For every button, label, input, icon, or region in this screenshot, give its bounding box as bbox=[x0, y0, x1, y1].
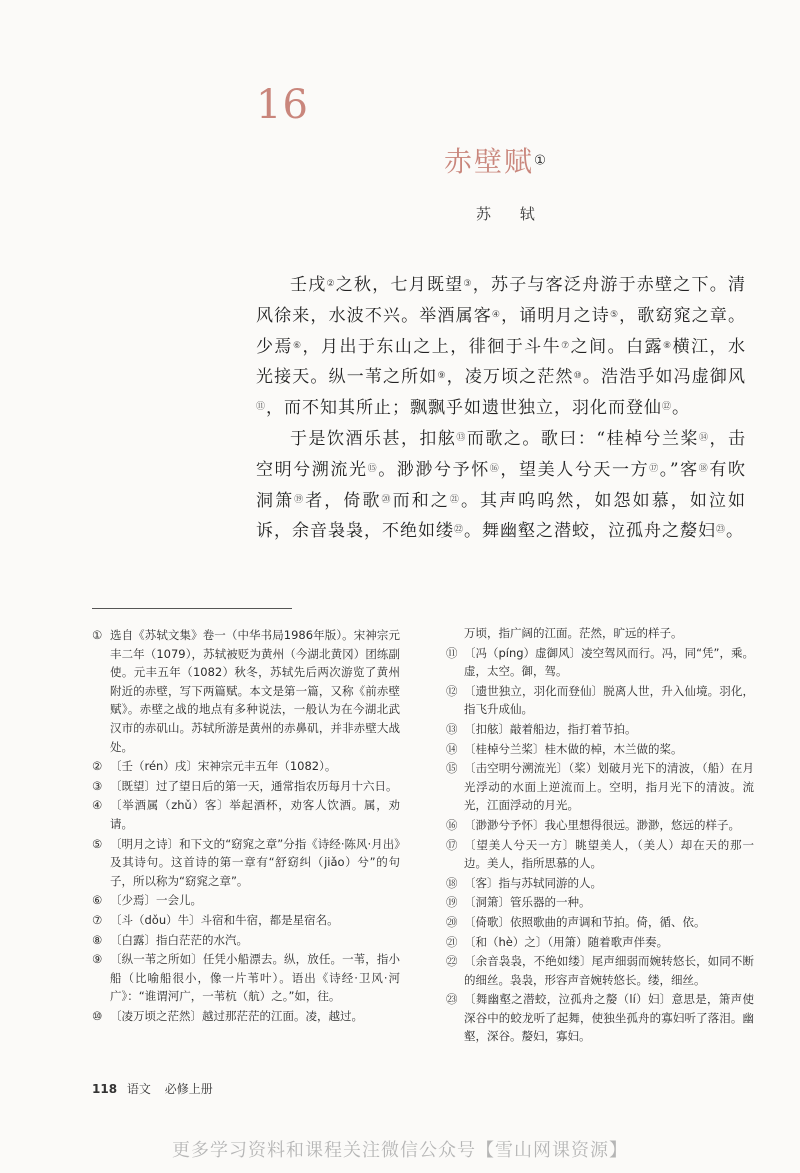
footnote-marker: ⑲ bbox=[294, 494, 306, 505]
footnote-text: 〔斗（dǒu）牛〕斗宿和牛宿，都是星宿名。 bbox=[110, 912, 339, 927]
footnote-text: 〔遗世独立，羽化而登仙〕脱离人世，升入仙境。羽化，指飞升成仙。 bbox=[464, 683, 754, 717]
footnote-number: ㉒ bbox=[446, 954, 458, 969]
text-run: 有吹洞箫 bbox=[256, 459, 746, 511]
paragraph-2 bbox=[256, 424, 746, 547]
footnote-text: 〔白露〕指白茫茫的水汽。 bbox=[110, 932, 248, 947]
footnotes-left-column bbox=[92, 626, 400, 1026]
text-run: ，诵明月之诗 bbox=[501, 305, 610, 326]
footnote-marker: ㉑ bbox=[449, 494, 461, 505]
text-run: ，月出于东山之上，徘徊于斗牛 bbox=[302, 336, 562, 357]
footnote-item bbox=[92, 931, 400, 950]
footnote-item bbox=[446, 720, 754, 739]
footnote-item bbox=[92, 796, 400, 833]
footnote-marker: ⑪ bbox=[256, 402, 267, 413]
footnote-marker: ④ bbox=[491, 309, 502, 320]
page-footer bbox=[92, 1080, 213, 1097]
footnote-number: ㉑ bbox=[446, 934, 458, 949]
footnote-number: ㉓ bbox=[446, 992, 458, 1007]
footnote-item bbox=[446, 682, 754, 719]
text-run: ，苏子与客泛舟游于赤壁之下。清风徐来，水波不兴。举酒属客 bbox=[256, 275, 747, 326]
footnote-number: ② bbox=[92, 759, 103, 774]
footnote-text: 〔渺渺兮予怀〕我心里想得很远。渺渺，悠远的样子。 bbox=[464, 817, 740, 832]
footnote-marker: ⑧ bbox=[663, 340, 673, 351]
text-run: 。舞幽壑之潜蛟，泣孤舟之嫠妇 bbox=[464, 521, 717, 542]
footnote-number: ⑭ bbox=[446, 741, 458, 756]
main-text bbox=[256, 270, 746, 547]
footnote-text: 〔击空明兮溯流光〕（桨）划破月光下的清波，（船）在月光浮动的水面上逆流而上。空明，指月光下的清波。流光，江面浮动的月光。 bbox=[464, 761, 754, 813]
text-run: 。其声呜呜然，如怨如慕，如泣如诉，余音袅袅，不绝如缕 bbox=[256, 490, 746, 542]
footnote-item bbox=[446, 990, 754, 1046]
footnote-number: ⑪ bbox=[446, 645, 458, 660]
footnote-text: 〔少焉〕一会儿。 bbox=[110, 893, 202, 908]
subject-name: 语文 bbox=[126, 1082, 151, 1096]
footnote-number: ⑫ bbox=[446, 683, 458, 698]
footnote-number: ⑧ bbox=[92, 932, 103, 947]
footnote-text: 〔举酒属（zhǔ）客〕举起酒杯，劝客人饮酒。属，劝请。 bbox=[110, 798, 400, 831]
text-run: ，歌窈窕之章。少焉 bbox=[256, 305, 747, 357]
footnote-number: ① bbox=[92, 628, 103, 642]
footnote-text: 万顷，指广阔的江面。茫然，旷远的样子。 bbox=[464, 626, 683, 640]
footnote-item bbox=[446, 816, 754, 835]
page-number: 118 bbox=[92, 1082, 118, 1096]
footnote-marker: ⑮ bbox=[367, 463, 379, 474]
footnote-text: 〔凌万顷之茫然〕越过那茫茫的江面。凌，越过。 bbox=[110, 1008, 363, 1023]
footnote-number: ⑱ bbox=[446, 875, 458, 890]
footnote-number: ④ bbox=[92, 798, 103, 813]
footnote-divider bbox=[92, 608, 292, 609]
paragraph-1 bbox=[256, 270, 746, 424]
footnote-item bbox=[446, 893, 754, 912]
footnote-item bbox=[446, 836, 754, 873]
footnote-item bbox=[446, 624, 754, 643]
footnote-marker: ⑥ bbox=[292, 340, 303, 351]
footnote-item bbox=[92, 911, 400, 930]
lesson-number: 16 bbox=[256, 82, 309, 128]
footnote-text: 〔洞箫〕管乐器的一种。 bbox=[464, 895, 591, 910]
footnote-item bbox=[92, 626, 400, 756]
footnote-text: 〔和（hè）之〕（用箫）随着歌声伴奏。 bbox=[464, 934, 669, 949]
footnote-number: ⑦ bbox=[92, 912, 103, 927]
footnote-marker: ㉒ bbox=[454, 525, 465, 536]
footnote-number: ⑯ bbox=[446, 817, 458, 832]
text-run: 壬戌 bbox=[290, 275, 327, 295]
text-run: 之秋，七月既望 bbox=[335, 275, 464, 295]
footnote-item bbox=[446, 644, 754, 681]
footnote-item bbox=[92, 777, 400, 796]
footnote-marker: ⑦ bbox=[561, 340, 571, 351]
footnote-number: ⑤ bbox=[92, 836, 103, 851]
lesson-title: 赤壁赋 bbox=[444, 145, 535, 178]
text-run: 。渺渺兮予怀 bbox=[378, 459, 490, 480]
footnote-number: ③ bbox=[92, 778, 103, 793]
footnote-number: ⑩ bbox=[92, 1008, 103, 1023]
footnote-item bbox=[92, 1007, 400, 1026]
footnote-marker: ㉓ bbox=[716, 525, 727, 536]
footnote-number: ⑰ bbox=[446, 837, 458, 852]
watermark-text: 更多学习资料和课程关注微信公众号【雪山网课资源】 bbox=[172, 1140, 628, 1161]
footnote-item bbox=[446, 952, 754, 989]
text-run: 而歌之。歌曰：“桂棹兮兰桨 bbox=[466, 428, 699, 449]
footnote-marker: ⑬ bbox=[456, 432, 467, 443]
footnote-text: 〔望美人兮天一方〕眺望美人，（美人）却在天的那一边。美人，指所思慕的人。 bbox=[464, 837, 754, 871]
text-run: 。浩浩乎如冯虚御风 bbox=[582, 367, 747, 388]
footnote-marker: ⑯ bbox=[489, 463, 501, 474]
text-run: ，而不知其所止；飘飘乎如遗世独立，羽化而登仙 bbox=[266, 398, 663, 419]
footnote-item bbox=[446, 874, 754, 893]
text-run: 而和之 bbox=[392, 490, 450, 511]
footnote-text: 〔桂棹兮兰桨〕桂木做的棹，木兰做的桨。 bbox=[464, 741, 683, 756]
footnote-text: 选自《苏轼文集》卷一（中华书局1986年版）。宋神宗元丰二年（1079），苏轼被贬为黄州（今湖北黄冈）团练副使。元丰五年（1082）秋冬，苏轼先后两次游览了黄州附近的赤壁，写下两篇赋。本文是第一篇，又称《前赤壁赋》。赤壁之战的地点有多种说法，一般认为在今湖北武汉市的赤矶山。苏轼所游是黄州的赤鼻矶，并非赤壁大战处。 bbox=[110, 628, 400, 754]
text-run: ，望美人兮天一方 bbox=[500, 459, 650, 480]
footnote-text: 〔舞幽壑之潜蛟，泣孤舟之嫠（lí）妇〕意思是，箫声使深谷中的蛟龙听了起舞，使独坐孤舟的寡妇听了落泪。幽壑，深谷。嫠妇，寡妇。 bbox=[464, 992, 754, 1044]
text-run: 。”客 bbox=[659, 459, 699, 480]
footnote-marker: ⑰ bbox=[649, 463, 660, 474]
text-run: 者，倚歌 bbox=[305, 490, 382, 511]
footnote-item bbox=[92, 950, 400, 1006]
footnote-marker: ③ bbox=[463, 279, 473, 289]
footnote-marker: ⑨ bbox=[437, 371, 447, 382]
footnote-number: ⑳ bbox=[446, 914, 458, 929]
title-footnote-marker: ① bbox=[534, 153, 546, 169]
footnote-marker: ⑩ bbox=[573, 371, 583, 382]
footnote-number: ⑲ bbox=[446, 895, 458, 910]
footnote-item bbox=[92, 757, 400, 776]
footnote-marker: ⑳ bbox=[381, 494, 393, 505]
text-run: 之间。白露 bbox=[570, 336, 664, 357]
footnote-text: 〔扣舷〕敲着船边，指打着节拍。 bbox=[464, 721, 637, 736]
footnote-number: ⑥ bbox=[92, 893, 103, 908]
footnote-marker: ⑫ bbox=[662, 402, 673, 413]
footnote-text: 〔既望〕过了望日后的第一天，通常指农历每月十六日。 bbox=[110, 778, 398, 793]
footnotes-right-column bbox=[446, 624, 754, 1047]
text-run: 横江，水光接天。纵一苇之所如 bbox=[256, 336, 747, 388]
footnote-text: 〔倚歌〕依照歌曲的声调和节拍。倚，循、依。 bbox=[464, 914, 706, 929]
footnote-text: 〔客〕指与苏轼同游的人。 bbox=[464, 875, 602, 890]
footnote-item bbox=[446, 913, 754, 932]
text-run: 。 bbox=[672, 398, 691, 419]
footnote-marker: ⑤ bbox=[609, 309, 620, 320]
book-name: 必修上册 bbox=[164, 1082, 213, 1096]
text-run: 。 bbox=[726, 521, 745, 542]
footnote-text: 〔壬（rén）戌〕宋神宗元丰五年（1082）。 bbox=[110, 759, 337, 774]
footnote-marker: ② bbox=[326, 279, 336, 289]
footnote-number: ⑮ bbox=[446, 761, 458, 776]
text-run: 于是饮酒乐甚，扣舷 bbox=[290, 428, 457, 449]
text-run: ，凌万顷之茫然 bbox=[446, 367, 574, 388]
footnote-number: ⑨ bbox=[92, 952, 103, 967]
footnote-text: 〔余音袅袅，不绝如缕〕尾声细弱而婉转悠长，如同不断的细丝。袅袅，形容声音婉转悠长。缕，细丝。 bbox=[464, 954, 754, 987]
footnote-item bbox=[92, 891, 400, 910]
footnote-text: 〔冯（píng）虚御风〕凌空驾风而行。冯，同“凭”，乘。虚，太空。御，驾。 bbox=[464, 645, 754, 679]
title-block bbox=[444, 140, 546, 180]
footnote-item bbox=[446, 740, 754, 759]
text-run: ，击空明兮溯流光 bbox=[256, 428, 746, 480]
footnote-number: ⑬ bbox=[446, 721, 458, 736]
footnote-text: 〔明月之诗〕和下文的“窈窕之章”分指《诗经·陈风·月出》及其诗句。这首诗的第一章有“舒窈纠（jiǎo）兮”的句子，所以称为“窈窕之章”。 bbox=[110, 836, 400, 888]
footnote-item bbox=[446, 933, 754, 952]
footnote-marker: ⑭ bbox=[699, 432, 710, 443]
footnote-text: 〔纵一苇之所如〕任凭小船漂去。纵，放任。一苇，指小船（比喻船很小，像一片苇叶）。语出《诗经·卫风·河广》：“谁谓河广，一苇杭（航）之。”如，往。 bbox=[110, 952, 400, 1004]
author: 苏 轼 bbox=[476, 205, 547, 223]
footnote-item bbox=[446, 759, 754, 815]
footnote-marker: ⑱ bbox=[698, 463, 710, 474]
footnote-item bbox=[92, 835, 400, 891]
